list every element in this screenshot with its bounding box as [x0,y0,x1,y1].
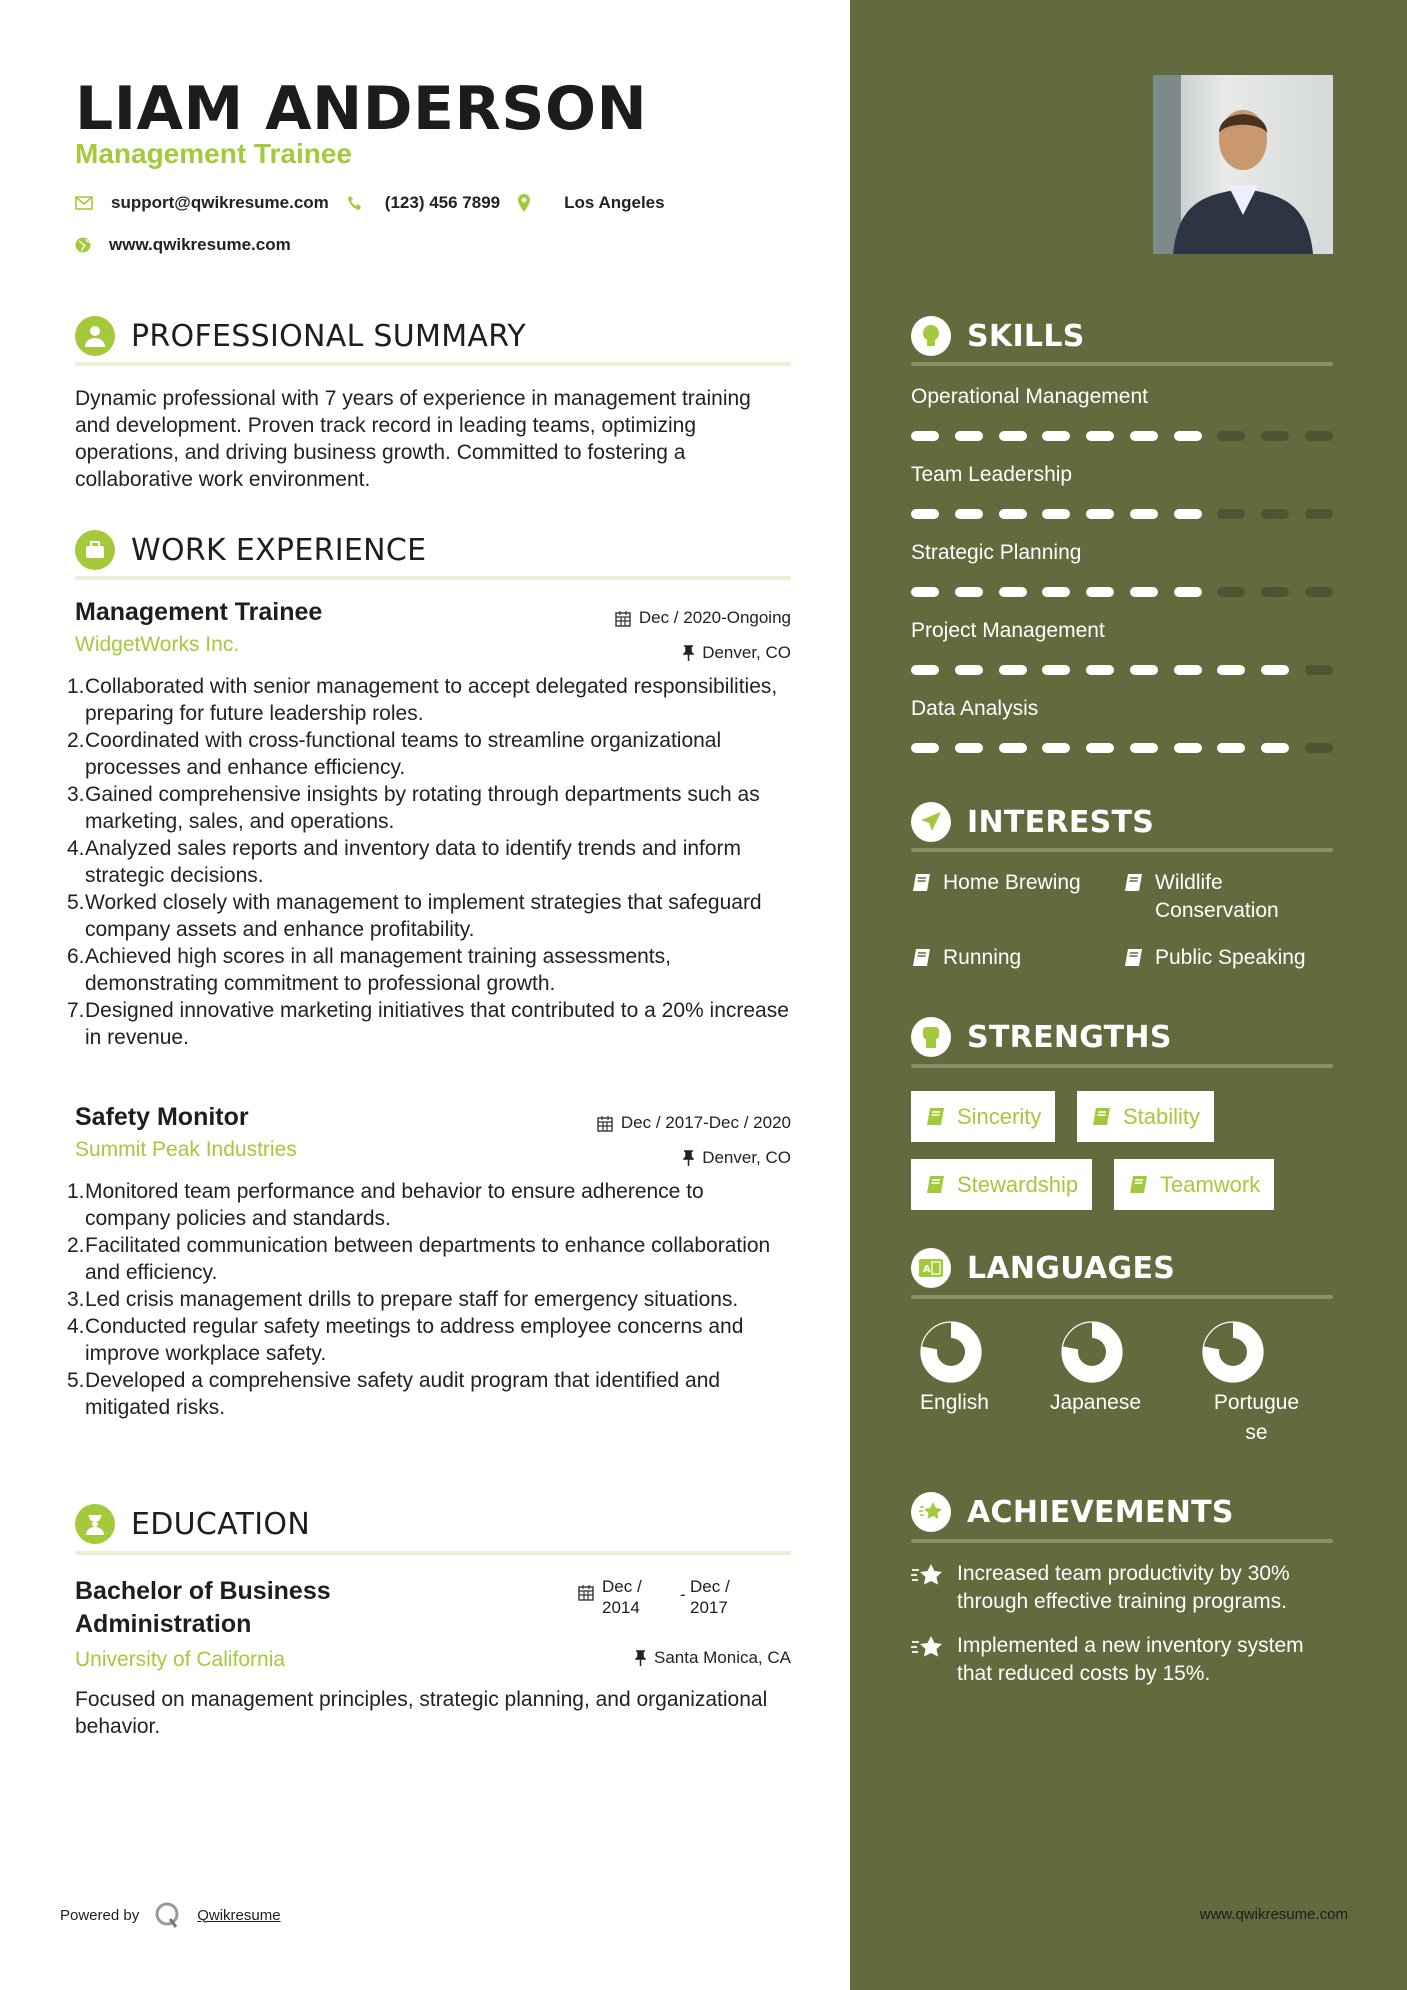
list-item: 2. Coordinated with cross-functional teams to streamline organizational processes and enhance efficiency. [67,727,791,781]
skill-segment [1042,509,1070,519]
divider [911,1539,1333,1543]
skill-segment [1261,509,1289,519]
skill-segment [1305,743,1333,753]
list-item: 6. Achieved high scores in all management training assessments, demonstrating commitment to professional growth. [67,943,791,997]
language-donut [919,1320,983,1384]
skill-segment [911,587,939,597]
language-list [911,1320,1333,1450]
strength-tag [911,1159,1092,1210]
bullet-text: Analyzed sales reports and inventory data to identify trends and inform strategic decisions. [85,837,742,887]
job-title: Safety Monitor [75,1103,249,1131]
skill-segment [955,431,983,441]
star-icon [911,1492,951,1532]
responsibility-list [67,673,791,1051]
achievements-heading [911,1492,1234,1532]
language-donut [1060,1320,1124,1384]
book-icon [1123,873,1143,893]
contact-row [75,193,665,213]
section-title: INTERESTS [967,804,1155,840]
job-entry [67,598,791,1051]
graduate-icon [75,1504,115,1544]
skill-item [911,697,1333,775]
skill-segment [955,743,983,753]
email[interactable]: support@qwikresume.com [111,193,329,212]
skill-name: Operational Management [911,385,1148,408]
book-icon [925,1175,945,1195]
language-item [1048,1320,1158,1418]
summary-heading [75,316,526,356]
translate-icon [911,1248,951,1288]
company: Summit Peak Industries [75,1138,297,1161]
bullet-text: Conducted regular safety meetings to address employee concerns and improve workplace safety. [85,1315,744,1365]
skill-level-bar [911,509,1333,519]
summary-text: Dynamic professional with 7 years of experience in management training and development. Proven track record in leading teams, optimizing operations, and driving business growth. Committed to fostering a collaborative work environment. [75,387,751,491]
skill-segment [1086,665,1114,675]
education-heading [75,1504,310,1544]
book-icon [1123,948,1143,968]
achievement-list [911,1560,1341,1704]
company: WidgetWorks Inc. [75,633,240,656]
section-title: LANGUAGES [967,1250,1176,1286]
book-icon [911,873,931,893]
bullet-text: Led crisis management drills to prepare staff for emergency situations. [85,1288,739,1311]
powered-by [60,1900,281,1930]
footer-website[interactable]: www.qwikresume.com [1199,1906,1348,1923]
book-icon [925,1107,945,1127]
list-item: 3. Led crisis management drills to prepare staff for emergency situations. [67,1288,739,1311]
responsibility-list [67,1178,791,1421]
phone-icon [347,195,363,211]
interest-label: Wildlife Conservation [1155,871,1279,922]
education-location [500,1648,791,1668]
interests-heading [911,802,1154,842]
calendar-icon [615,610,631,627]
list-item: 5. Developed a comprehensive safety audit program that identified and mitigated risks. [67,1367,791,1421]
education-dates [578,1576,748,1618]
fist-icon [911,1017,951,1057]
date-text: Dec / 2020-Ongoing [638,608,791,627]
skill-segment [955,665,983,675]
skill-segment [1174,587,1202,597]
website-row [75,235,291,255]
skill-item [911,463,1333,541]
job-list [67,598,791,1421]
location-text: Denver, CO [702,643,791,662]
section-title: ACHIEVEMENTS [967,1494,1234,1530]
interest-item [1123,869,1333,925]
lightbulb-icon [911,316,951,356]
date-separator: - [680,1585,686,1604]
user-icon [75,316,115,356]
bullet-text: Developed a comprehensive safety audit program that identified and mitigated risks. [85,1369,721,1419]
skill-segment [1086,431,1114,441]
strength-label: Stability [1123,1103,1201,1129]
skill-segment [1261,587,1289,597]
skill-segment [1086,587,1114,597]
list-item: 3. Gained comprehensive insights by rotating through departments such as marketing, sales, and operations. [67,781,791,835]
interest-item [1123,944,1333,972]
divider [75,1551,791,1555]
section-title: WORK EXPERIENCE [131,532,427,568]
candidate-name: LIAM ANDERSON [75,74,648,144]
pin-icon [683,645,694,661]
calendar-icon [597,1115,613,1132]
strength-label: Teamwork [1160,1171,1261,1197]
language-name: Japanese [1049,1391,1142,1414]
skill-segment [1261,431,1289,441]
calendar-icon [578,1584,594,1601]
achievement-text: Implemented a new inventory system that reduced costs by 15%. [957,1634,1304,1685]
skill-segment [911,743,939,753]
strength-tag [911,1091,1055,1142]
language-item [907,1320,1017,1418]
book-icon [1091,1107,1111,1127]
language-item [1189,1320,1299,1448]
svg-text:A: A [923,1264,932,1275]
star-icon [911,1562,943,1590]
strengths-heading [911,1017,1172,1057]
skill-segment [1305,665,1333,675]
date-text: Dec / 2017-Dec / 2020 [620,1113,791,1132]
skill-list [911,385,1333,775]
profile-photo [1153,75,1333,254]
education-description: Focused on management principles, strategic planning, and organizational behavior. [75,1688,768,1738]
interest-label: Home Brewing [943,871,1081,894]
start-date: Dec / 2014 [602,1577,642,1617]
skill-segment [1042,587,1070,597]
job-entry [67,1103,791,1421]
skill-segment [1217,431,1245,441]
skill-segment [999,509,1027,519]
skill-segment [1261,665,1289,675]
list-item: 4. Conducted regular safety meetings to address employee concerns and improve workplace safety. [67,1313,791,1367]
bullet-text: Collaborated with senior management to accept delegated responsibilities, preparing for future leadership roles. [85,675,778,725]
job-title: Management Trainee [75,598,323,626]
job-location [683,1148,791,1168]
skill-name: Project Management [911,619,1105,642]
job-date [615,608,791,628]
skill-name: Strategic Planning [911,541,1082,564]
achievement-item [911,1560,1341,1616]
skill-segment [999,665,1027,675]
skill-segment [1174,509,1202,519]
section-title: PROFESSIONAL SUMMARY [131,318,527,354]
phone: (123) 456 7899 [384,193,501,212]
candidate-title: Management Trainee [75,138,352,169]
skills-heading [911,316,1085,356]
globe-icon [75,237,91,253]
skill-name: Team Leadership [911,463,1073,486]
location-text: Santa Monica, CA [653,1648,791,1667]
qwikresume-link[interactable]: Qwikresume [197,1906,281,1924]
skill-item [911,619,1333,697]
languages-heading [911,1248,1175,1288]
bullet-text: Facilitated communication between departments to enhance collaboration and efficiency. [85,1234,771,1284]
skill-name: Data Analysis [911,697,1039,720]
bullet-text: Gained comprehensive insights by rotating through departments such as marketing, sales, and operations. [85,783,760,833]
skill-segment [1305,431,1333,441]
skill-segment [1130,431,1158,441]
work-experience-heading [75,530,426,570]
skill-segment [1217,665,1245,675]
skill-segment [1130,743,1158,753]
envelope-icon [75,196,93,210]
skill-segment [1042,665,1070,675]
skill-segment [955,509,983,519]
skill-segment [999,743,1027,753]
skill-segment [999,431,1027,441]
skill-segment [1174,431,1202,441]
skill-segment [1305,587,1333,597]
job-date [597,1113,791,1133]
language-donut [1201,1320,1265,1384]
bullet-text: Achieved high scores in all management training assessments, demonstrating commitment to professional growth. [85,945,671,995]
strength-tag [1114,1159,1274,1210]
strength-label: Stewardship [957,1171,1079,1197]
skill-segment [911,431,939,441]
location-text: Denver, CO [702,1148,791,1167]
interest-list [911,869,1333,979]
achievement-item [911,1632,1311,1688]
skill-level-bar [911,665,1333,675]
list-item: 2. Facilitated communication between departments to enhance collaboration and efficiency. [67,1232,791,1286]
bullet-text: Designed innovative marketing initiatives that contributed to a 20% increase in revenue. [85,999,789,1049]
skill-segment [999,587,1027,597]
section-title: STRENGTHS [967,1019,1172,1055]
skill-segment [1305,509,1333,519]
language-name: English [920,1391,989,1414]
list-item: 4. Analyzed sales reports and inventory data to identify trends and inform strategic decisions. [67,835,791,889]
section-title: EDUCATION [131,1506,311,1542]
bullet-text: Worked closely with management to implement strategies that safeguard company assets and enhance profitability. [85,891,762,941]
strength-tag [1077,1091,1214,1142]
skill-segment [1217,587,1245,597]
divider [75,362,791,366]
skill-segment [911,665,939,675]
skill-segment [1086,509,1114,519]
skill-segment [1042,431,1070,441]
skill-segment [1042,743,1070,753]
powered-by-label: Powered by [60,1906,140,1924]
achievement-text: Increased team productivity by 30% through effective training programs. [957,1562,1290,1613]
skill-level-bar [911,431,1333,441]
school: University of California [75,1648,286,1671]
pin-icon [683,1150,694,1166]
skill-level-bar [911,587,1333,597]
list-item: 5. Worked closely with management to implement strategies that safeguard company assets and enhance profitability. [67,889,791,943]
degree: Bachelor of Business Administration [75,1577,331,1638]
divider [911,1064,1333,1068]
location: Los Angeles [564,193,665,212]
skill-segment [1174,743,1202,753]
bullet-text: Monitored team performance and behavior to ensure adherence to company policies and standards. [85,1180,704,1230]
strength-tags [911,1091,1333,1211]
skill-segment [1130,509,1158,519]
skill-segment [1130,665,1158,675]
qwikresume-logo-icon [153,1900,183,1930]
language-name: Portuguese [1213,1391,1300,1444]
strength-label: Sincerity [957,1103,1042,1129]
interest-item [911,944,1111,972]
divider [75,576,791,580]
interest-label: Running [943,946,1022,969]
book-icon [911,948,931,968]
section-title: SKILLS [967,318,1085,354]
interest-label: Public Speaking [1155,946,1306,969]
skill-segment [1130,587,1158,597]
list-item: 1. Monitored team performance and behavior to ensure adherence to company policies and standards. [67,1178,791,1232]
skill-segment [911,509,939,519]
end-date: Dec / 2017 [690,1577,730,1617]
skill-segment [1261,743,1289,753]
briefcase-icon [75,530,115,570]
skill-item [911,385,1333,463]
divider [911,362,1333,366]
list-item: 7. Designed innovative marketing initiatives that contributed to a 20% increase in revenue. [67,997,791,1051]
job-location [683,643,791,663]
skill-segment [1086,743,1114,753]
star-icon [911,1634,943,1662]
paper-plane-icon [911,802,951,842]
map-pin-icon [518,194,530,212]
bullet-text: Coordinated with cross-functional teams to streamline organizational processes and enhance efficiency. [85,729,722,779]
website[interactable]: www.qwikresume.com [109,235,291,254]
skill-segment [1217,509,1245,519]
pin-icon [635,1650,646,1666]
divider [911,1295,1333,1299]
skill-segment [1217,743,1245,753]
divider [911,848,1333,852]
skill-item [911,541,1333,619]
skill-level-bar [911,743,1333,753]
skill-segment [1174,665,1202,675]
skill-segment [955,587,983,597]
interest-item [911,869,1111,897]
book-icon [1128,1175,1148,1195]
list-item: 1. Collaborated with senior management to accept delegated responsibilities, preparing for future leadership roles. [67,673,791,727]
